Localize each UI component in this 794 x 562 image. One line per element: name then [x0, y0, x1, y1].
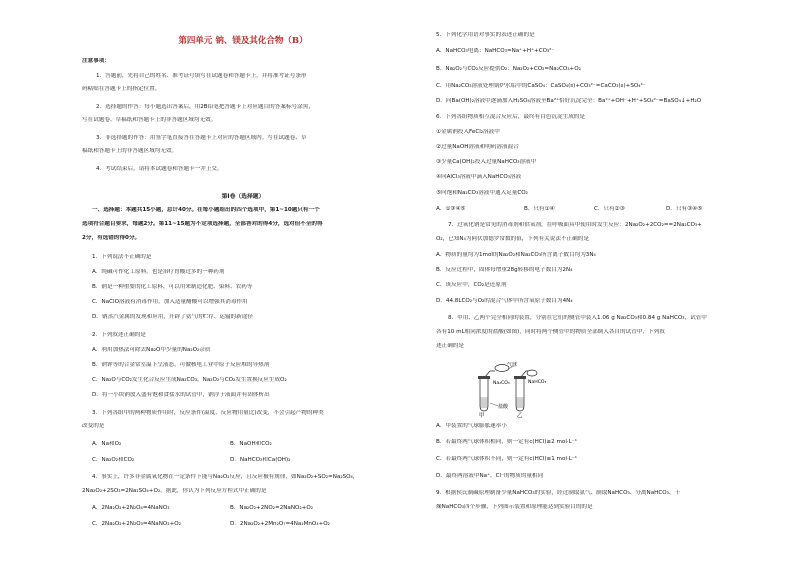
intro-line: 一、选择题：本题共15小题，总计40分。在每小题给出的四个选项中，第1~10题只有一个: [92, 207, 320, 213]
question-8-option: A．甲装置的气球膨胀速率小: [436, 423, 507, 429]
notice-item: 码粘贴在答题卡上的指定位置。: [82, 86, 161, 92]
question-4-option: D．2Na₂O₂+2Mn₂O₇=4Na₂MnO₄+O₂: [230, 521, 330, 527]
question-6-stem: 6．下列各组物质相互混合反应后，最终有白色沉淀生成的是: [436, 114, 585, 120]
question-6-item: ⑤向饱和Na₂CO₃溶液中通入足量CO₂: [436, 190, 528, 196]
question-9-stem: 燥NaHCO₃四个步骤，下列图示装置和原理能达到实验目的的是: [436, 504, 593, 510]
section-heading: 第Ⅰ卷（选择题）: [221, 194, 265, 200]
intro-line: 选项符合题目要求，每题2分。第11~15题为不定项选择题，全部答对的得4分，选对但不全的得: [82, 221, 323, 227]
question-2-stem: 2．下列叙述正确的是: [92, 332, 146, 338]
question-6-choice: D．只有③④⑤: [666, 206, 703, 212]
question-3-option: D．NaHCO₃和Ca(OH)₂: [230, 457, 291, 463]
left-salt-label: Na₂CO₃: [493, 381, 510, 386]
question-4-option: B．Na₂O₂+2NO₂=2NaNO₂+O₂: [230, 505, 314, 511]
balloon-test-tube-diagram: [462, 362, 546, 418]
notice-item: 1．答题前，先将自己的姓名、准考证号填写在试题卷和答题卡上，并将准考证号条形: [96, 73, 307, 79]
notice-item: 3．非选择题的作答：用签字笔直接答在答题卡上对应的答题区域内。写在试题卷、草: [96, 135, 307, 141]
question-2-option: C．Na₂O与CO₂发生化合反应生成Na₂CO₃，Na₂O₂与CO₂发生置换反应生成O₂: [92, 377, 287, 383]
question-8-stem: 述正确的是: [436, 343, 464, 349]
question-6-item: ②过量NaOH溶液和明矾溶液混合: [436, 144, 519, 150]
question-2-option: D．将一小块钠放入盛有饱和食盐水的试管中，钠浮于液面并有固体析出: [92, 392, 270, 398]
question-6-choice: B．只有①④: [524, 206, 555, 212]
question-1-option: D．钠蒸汽金属的发现和应用，开辟了氨气的贮存、运输的新途径: [92, 314, 253, 320]
question-4-option: C．2Na₂O₂+2N₂O₃=4NaNO₂+O₂: [92, 521, 181, 527]
question-9-stem: 9．根据侯氏制碱原理制备少量NaHCO₃的实验，经过制取氨气、制取NaHCO₃、分离NaHCO₃、干: [436, 490, 681, 496]
question-2-option: A．利用加热法可除去Na₂O中少量的Na₂O₂杂质: [92, 347, 211, 353]
question-3-option: B．NaOH和CO₂: [230, 441, 272, 447]
question-5-option: A．NaHCO₃电离：NaHCO₃=Na⁺+H⁺+CO₃²⁻: [436, 48, 555, 54]
question-7-stem: 7．过氧化钠是常见的消毒剂和供氧剂，在呼吸面具中使用时发生反应：2Na₂O₂+2CO₂==2Na₂CO₃+: [448, 222, 702, 228]
question-6-choice: A．①③④⑤: [436, 206, 466, 212]
question-6-item: ④向AlCl₃溶液中滴入NaHCO₃溶液: [436, 174, 522, 180]
question-8-stem: 8．甲用、乙两个完全相同的装置，分别在它们的侧管中装入1.06 g Na₂CO₃和0.84 g NaHCO₃，试管中: [448, 315, 707, 321]
right-acid-liquid: [517, 399, 524, 408]
notice-item: 2．选择题的作答：每小题选出答案后，用2B铅笔把答题卡上对应题目的答案标号涂黑，: [96, 104, 314, 110]
question-7-option: A．物质的量均为1mol的Na₂O₂和Na₂CO₃所含离子数目均为3N₄: [436, 252, 596, 258]
question-6-item: ③少量Ca(OH)₂投入过量NaHCO₃溶液中: [436, 159, 537, 165]
question-7-option: D．44.8LCO₂与O₂的混合气体中所含氧原子数目为4N₄: [436, 298, 573, 304]
left-apparatus-label: 甲: [479, 413, 485, 418]
notice-item: 4．考试结束后，请将本试题卷和答题卡一并上交。: [96, 166, 223, 172]
question-1-option: B．钠是一种重要的化工原料，可以用来制造化肥、染料、农药等: [92, 284, 253, 290]
left-acid-liquid: [481, 399, 488, 408]
intro-line: 2分，有选错的得0分。: [82, 235, 141, 241]
question-8-option: C．若最终两气球体积不同，则一定有c(HCl)≤1 mol·L⁻¹: [436, 456, 578, 462]
question-5-option: B．Na₂O₂与CO₂反应提供O₂：Na₂O₂+CO₂=Na₂CO₃+O₂: [436, 66, 581, 72]
page-title: 第四单元 钠、镁及其化合物（B）: [178, 36, 308, 46]
notice-item: 稿纸和答题卡上的非答题区域均无效。: [82, 148, 178, 154]
question-5-option: D．向Ba(OH)₂溶液中逐滴加入H₂SO₄溶液至Ba²⁺恰好沉淀完全：Ba²⁺+OH⁻+H⁺+SO₄²⁻=BaSO₄↓+H₂O: [436, 98, 702, 104]
notice-heading: 注意事项：: [82, 58, 110, 64]
question-6-item: ①金属钠投入FeCl₂溶液中: [436, 129, 500, 135]
question-1-option: A．纯碱可作化工原料，也是治疗胃酸过多的一种药剂: [92, 269, 225, 275]
question-6-choice: C．只有②③: [594, 206, 625, 212]
question-5-option: C．用Na₂CO₃溶液处理锅炉水垢中的CaSO₄：CaSO₄(s)+CO₃²⁻=CaCO₃(s)+SO₄²⁻: [436, 83, 646, 89]
question-1-option: C．NaClO溶液有消毒作用，加入适量醋酸可以增强其消毒作用: [92, 299, 248, 305]
question-3-option: A．Na和O₂: [92, 441, 122, 447]
question-8-option: D．最终两溶液中Na⁺、Cl⁻的物质的量相同: [436, 473, 544, 479]
question-4-option: A．2Na₂O₂+2N₂O₄=4NaNO₃: [92, 505, 170, 511]
question-4-stem: 4．事实上，许多非金属氧化物在一定条件下能与Na₂O₂反应，且反应极有规律，如Na₂O₂+SO₂=Na₂SO₄，: [92, 474, 359, 480]
question-7-option: B．反应过程中，固体每增重28g转移的电子数目为2N₄: [436, 267, 573, 273]
right-balloon: [527, 370, 537, 376]
notice-item: 写在试题卷、草稿纸和答题卡上的非答题区域均无效。: [82, 117, 217, 123]
question-3-stem: 改变的是: [82, 423, 105, 429]
balloon-label: 气球: [507, 362, 518, 368]
question-8-option: B．若最终两气球体积相同，则一定有c(HCl)≥2 mol·L⁻¹: [436, 439, 577, 445]
question-4-stem: 2Na₂O₂+2SO₃=2Na₂SO₄+O₂。据此，你认为下列反应方程式中正确的是: [82, 488, 267, 494]
question-5-stem: 5．下列化学用语对事实的表述正确的是: [436, 32, 535, 38]
acid-label: 盐酸: [498, 404, 509, 410]
question-2-option: B．钠钾等的合金常室温下呈液态，可做核电工业中原子反应堆的导热剂: [92, 362, 270, 368]
question-7-stem: O₂，已知N₄为阿伏加德罗常数的值，下列有关说法不正确的是: [436, 236, 589, 242]
question-3-stem: 3．下列各组中的两种物质作用时，反应条件(温度、反应物用量比)改变，不会引起产物的种类: [92, 410, 324, 416]
question-1-stem: 1．下列说法不正确的是: [92, 254, 152, 260]
right-salt-label: NaHCO₃: [528, 380, 546, 385]
right-apparatus-label: 乙: [517, 413, 523, 418]
question-7-option: C．该反应中，CO₂是还原剂: [436, 282, 507, 288]
question-8-stem: 各有10 mL相同浓度的盐酸(如图)，同时将两个侧管中的物质全部倒入各自的试管中，下列叙: [436, 329, 665, 335]
question-3-option: C．Na₂O₂和CO₂: [92, 457, 135, 463]
